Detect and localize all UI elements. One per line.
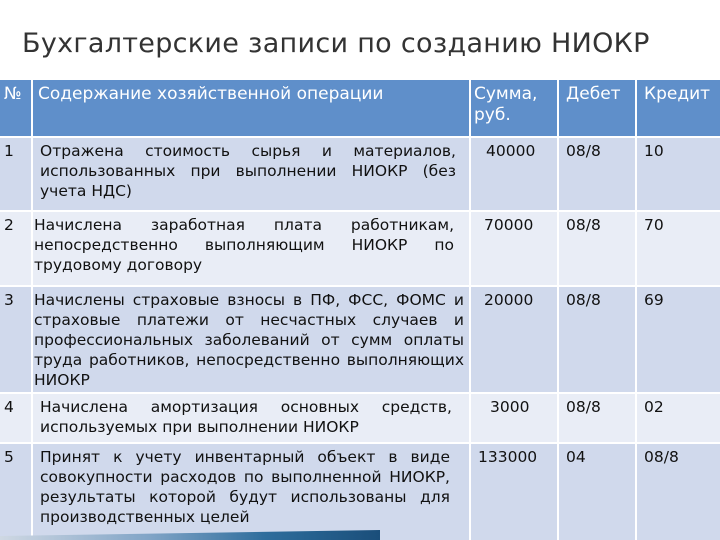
table-row-3-num: 3 [0,286,32,393]
grid-divider [0,136,720,138]
table-row-5-credit: 08/8 [636,443,720,540]
table-row-5-debit: 04 [558,443,636,540]
grid-divider [0,210,720,212]
table-row-5-sum: 133000 [470,443,558,540]
table-row-4-num: 4 [0,393,32,443]
grid-divider [31,80,33,540]
grid-divider [0,392,720,394]
grid-divider [635,80,637,540]
table-row-3-credit: 69 [636,286,720,393]
table-row-1-debit: 08/8 [558,137,636,211]
table-row-4-content: Начислена амортизация основных средств, используемых при выполнении НИОКР [32,393,470,443]
grid-divider [469,80,471,540]
table-row-2-sum: 70000 [470,211,558,286]
header-sum: Сумма, руб. [470,80,558,137]
grid-divider [0,442,720,444]
table-row-3-sum: 20000 [470,286,558,393]
table-row-4-sum: 3000 [470,393,558,443]
table-row-1-content: Отражена стоимость сырья и материалов, использованных при выполнении НИОКР (без учета НДС) [32,137,470,211]
table-row-5-num: 5 [0,443,32,540]
table-row-2-content: Начислена заработная плата работникам, непосредственно выполняющим НИОКР по трудовому договору [32,211,470,286]
page-title: Бухгалтерские записи по созданию НИОКР [22,28,650,59]
table-row-2-credit: 70 [636,211,720,286]
table-row-1-sum: 40000 [470,137,558,211]
grid-divider [0,285,720,287]
header-num: № [0,80,32,137]
table-row-1-credit: 10 [636,137,720,211]
table-row-2-num: 2 [0,211,32,286]
table-row-4-debit: 08/8 [558,393,636,443]
operations-table [0,80,720,540]
table-row-3-debit: 08/8 [558,286,636,393]
header-debit: Дебет [558,80,636,137]
grid-divider [557,80,559,540]
table-row-4-credit: 02 [636,393,720,443]
table-row-3-content: Начислены страховые взносы в ПФ, ФСС, ФОМС и страховые платежи от несчастных случаев и профессиональных заболеваний от сумм оплаты труда работников, непосредственно выполняющих НИОКР [32,286,470,393]
header-content: Содержание хозяйственной операции [32,80,470,137]
table-row-1-num: 1 [0,137,32,211]
table-row-2-debit: 08/8 [558,211,636,286]
header-credit: Кредит [636,80,720,137]
table-row-5-content: Принят к учету инвентарный объект в виде совокупности расходов по выполненной НИОКР, результаты которой будут использованы для производственных целей [32,443,470,540]
